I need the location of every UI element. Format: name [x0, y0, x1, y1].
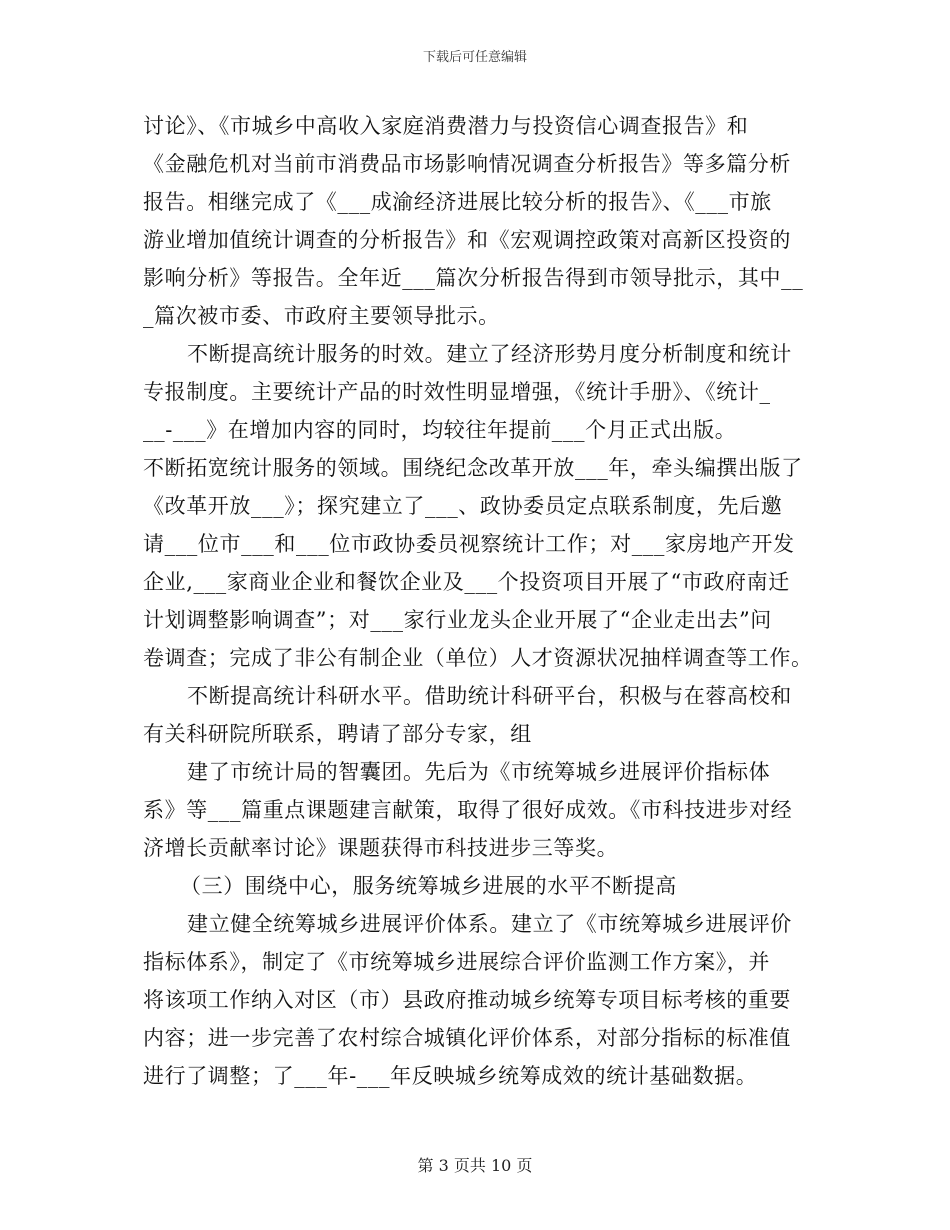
body-line: 卷调查；完成了非公有制企业（单位）人才资源状况抽样调查等工作。 [143, 646, 813, 670]
body-line: 系》等___篇重点课题建言献策，取得了很好成效。《市科技进步对经 [143, 798, 793, 822]
body-line: 请___位市___和___位市政协委员视察统计工作；对___家房地产开发 [143, 532, 795, 556]
body-line: 内容；进一步完善了农村综合城镇化评价体系，对部分指标的标准值 [143, 1026, 791, 1050]
paragraph-first-line: 不断拓宽统计服务的领域。围绕纪念改革开放___年，牵头编撰出版了 [143, 456, 803, 480]
body-line: 专报制度。主要统计产品的时效性明显增强，《统计手册》、《统计_ [143, 380, 771, 404]
body-line: 游业增加值统计调查的分析报告》和《宏观调控政策对高新区投资的 [143, 228, 791, 252]
body-line: 济增长贡献率讨论》课题获得市科技进步三等奖。 [143, 836, 619, 860]
body-line: 指标体系》，制定了《市统筹城乡进展综合评价监测工作方案》，并 [143, 950, 770, 974]
paragraph-first-line: 不断提高统计服务的时效。建立了经济形势月度分析制度和统计 [187, 342, 792, 366]
body-line: __-___》在增加内容的同时，均较往年提前___个月正式出版。 [143, 418, 737, 442]
body-line: 《金融危机对当前市消费品市场影响情况调查分析报告》等多篇分析 [143, 152, 791, 176]
paragraph-first-line: 不断提高统计科研水平。借助统计科研平台，积极与在蓉高校和 [187, 684, 792, 708]
body-line: 进行了调整；了___年-___年反映城乡统筹成效的统计基础数据。 [143, 1064, 758, 1088]
body-line: 讨论》、《市城乡中高收入家庭消费潜力与投资信心调查报告》和 [143, 114, 749, 138]
page-header: 下载后可任意编辑 [422, 50, 527, 65]
page-number: 第 3 页共 10 页 [417, 1156, 533, 1175]
body-line: 将该项工作纳入对区（市）县政府推动城乡统筹专项目标考核的重要 [143, 988, 791, 1012]
paragraph-first-line: 建立健全统筹城乡进展评价体系。建立了《市统筹城乡进展评价 [187, 912, 792, 936]
paragraph-first-line: 建了市统计局的智囊团。先后为《市统筹城乡进展评价指标体 [187, 760, 771, 784]
body-line: 影响分析》等报告。全年近___篇次分析报告得到市领导批示，其中__ [143, 266, 804, 290]
body-line: 《改革开放___》；探究建立了___、政协委员定点联系制度，先后邀 [143, 494, 783, 518]
section-heading: （三）围绕中心，服务统筹城乡进展的水平不断提高 [180, 874, 677, 898]
body-line: 报告。相继完成了《___成渝经济进展比较分析的报告》、《___市旅 [143, 190, 772, 214]
body-line: 企业,___家商业企业和餐饮企业及___个投资项目开展了“市政府南迁 [143, 570, 790, 594]
body-line: _篇次被市委、市政府主要领导批示。 [143, 304, 500, 328]
body-line: 计划调整影响调查”；对___家行业龙头企业开展了“企业走出去”问 [143, 608, 772, 632]
body-line: 有关科研院所联系，聘请了部分专家，组 [143, 722, 532, 746]
